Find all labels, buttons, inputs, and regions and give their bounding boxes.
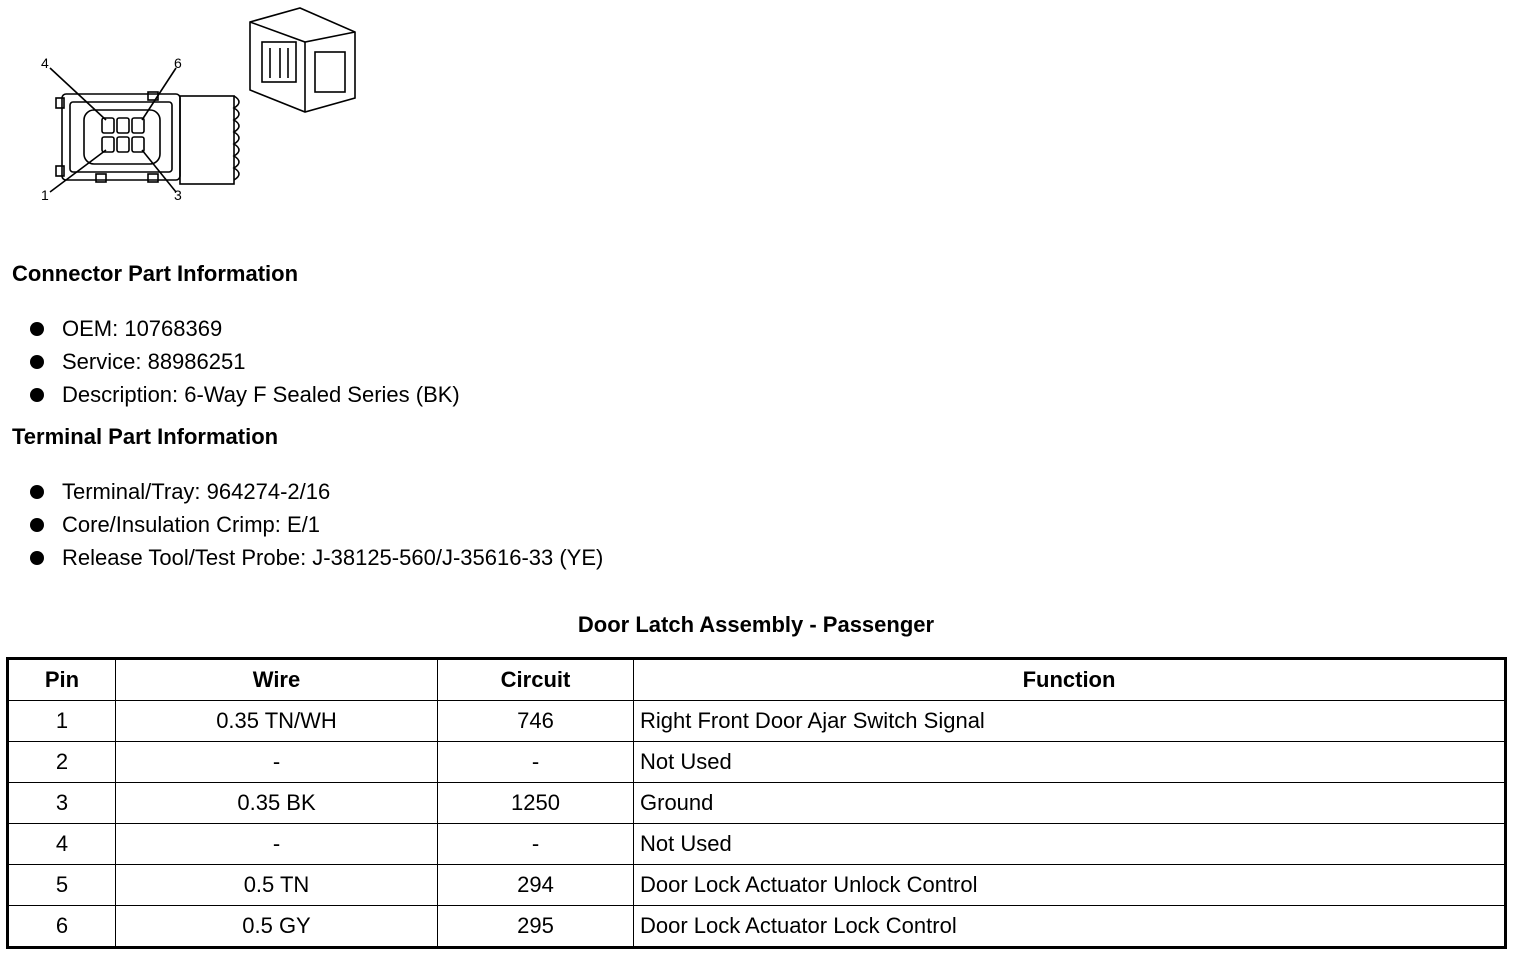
list-item: Description: 6-Way F Sealed Series (BK)	[30, 378, 460, 411]
header-wire: Wire	[116, 659, 438, 701]
connector-part-heading: Connector Part Information	[12, 261, 299, 286]
cell-circuit: 294	[438, 865, 634, 906]
list-item: OEM: 10768369	[30, 312, 460, 345]
pinout-table	[6, 657, 1507, 949]
cell-wire: 0.5 GY	[116, 906, 438, 948]
list-item: Core/Insulation Crimp: E/1	[30, 508, 603, 541]
cell-circuit: 1250	[438, 783, 634, 824]
terminal-part-list	[30, 475, 603, 574]
header-pin: Pin	[8, 659, 116, 701]
table-title: Door Latch Assembly - Passenger	[577, 612, 935, 637]
cell-wire: 0.35 TN/WH	[116, 701, 438, 742]
cell-wire: 0.5 TN	[116, 865, 438, 906]
cell-function: Door Lock Actuator Unlock Control	[634, 865, 1506, 906]
table-row	[8, 742, 1506, 783]
table-row	[8, 865, 1506, 906]
cell-function: Right Front Door Ajar Switch Signal	[634, 701, 1506, 742]
bullet-icon	[30, 551, 44, 565]
cell-wire: -	[116, 824, 438, 865]
cell-pin: 3	[8, 783, 116, 824]
cell-pin: 2	[8, 742, 116, 783]
cell-pin: 5	[8, 865, 116, 906]
table-row	[8, 783, 1506, 824]
connector-part-list	[30, 312, 460, 411]
header-circuit: Circuit	[438, 659, 634, 701]
bullet-icon	[30, 388, 44, 402]
cell-circuit: -	[438, 742, 634, 783]
header-function: Function	[634, 659, 1506, 701]
cell-wire: 0.35 BK	[116, 783, 438, 824]
cell-function: Ground	[634, 783, 1506, 824]
cell-pin: 4	[8, 824, 116, 865]
cell-function: Door Lock Actuator Lock Control	[634, 906, 1506, 948]
list-item: Terminal/Tray: 964274-2/16	[30, 475, 603, 508]
table-row	[8, 701, 1506, 742]
list-item: Service: 88986251	[30, 345, 460, 378]
table-header-row	[8, 659, 1506, 701]
cell-circuit: 295	[438, 906, 634, 948]
cell-circuit: -	[438, 824, 634, 865]
cell-circuit: 746	[438, 701, 634, 742]
pin-label-4: 4	[41, 55, 49, 71]
cell-wire: -	[116, 742, 438, 783]
list-item: Release Tool/Test Probe: J-38125-560/J-35616-33 (YE)	[30, 541, 603, 574]
pin-label-6: 6	[174, 55, 182, 71]
connector-diagram	[30, 2, 370, 212]
cell-function: Not Used	[634, 824, 1506, 865]
terminal-part-heading: Terminal Part Information	[12, 424, 279, 449]
bullet-icon	[30, 355, 44, 369]
cell-pin: 6	[8, 906, 116, 948]
cell-function: Not Used	[634, 742, 1506, 783]
bullet-icon	[30, 485, 44, 499]
pin-label-3: 3	[174, 187, 182, 203]
table-row	[8, 824, 1506, 865]
cell-pin: 1	[8, 701, 116, 742]
bullet-icon	[30, 322, 44, 336]
pin-label-1: 1	[41, 187, 49, 203]
table-row	[8, 906, 1506, 948]
bullet-icon	[30, 518, 44, 532]
